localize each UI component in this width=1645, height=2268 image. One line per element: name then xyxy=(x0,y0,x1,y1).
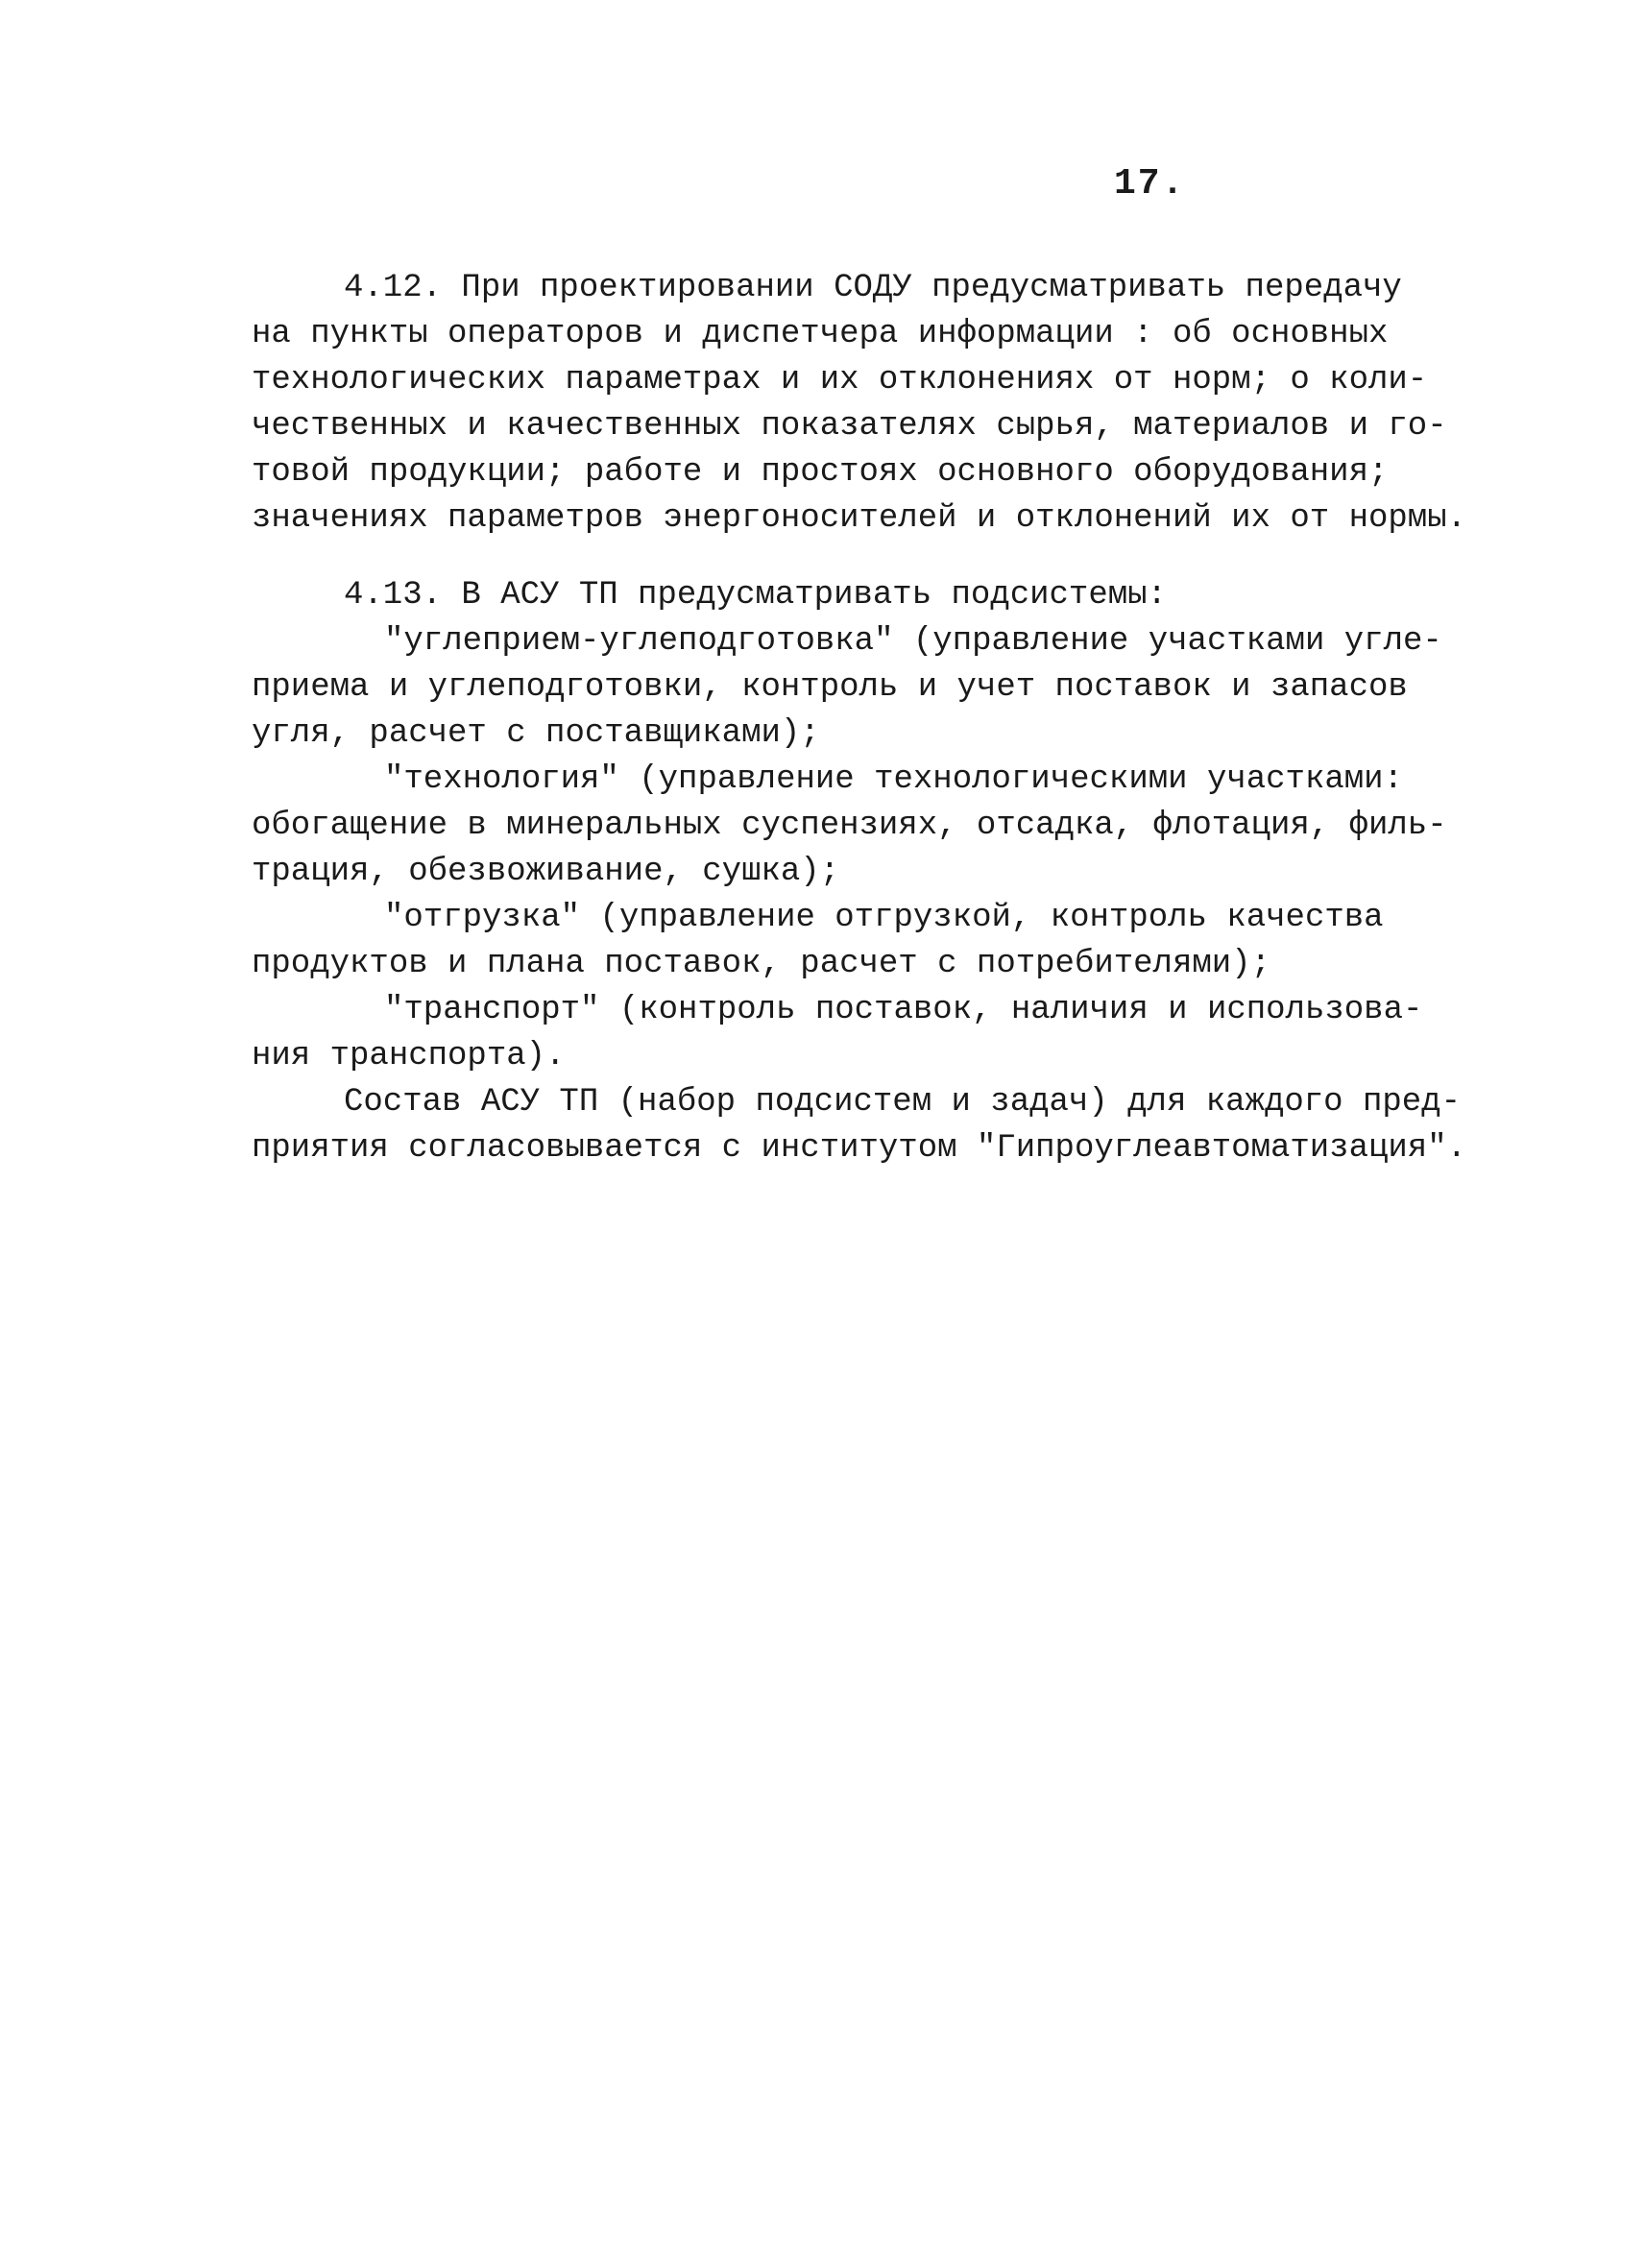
paragraph-4-13-line-12: Состав АСУ ТП (набор подсистем и задач) для каждого пред- xyxy=(344,1084,1461,1121)
paragraph-4-12-line-6: значениях параметров энергоносителей и отклонений их от нормы. xyxy=(252,500,1467,537)
paragraph-4-13-line-6: обогащение в минеральных суспензиях, отсадка, флотация, филь- xyxy=(252,808,1447,844)
paragraph-4-12-line-3: технологических параметрах и их отклонениях от норм; о коли- xyxy=(252,362,1428,398)
paragraph-4-13-line-13: приятия согласовывается с институтом "Гипроуглеавтоматизация". xyxy=(252,1130,1467,1167)
paragraph-4-13-line-7: трация, обезвоживание, сушка); xyxy=(252,854,840,890)
paragraph-4-13-line-9: продуктов и плана поставок, расчет с потребителями); xyxy=(252,946,1270,982)
paragraph-4-13-line-4: угля, расчет с поставщиками); xyxy=(252,715,820,752)
paragraph-4-12-line-4: чественных и качественных показателях сырья, материалов и го- xyxy=(252,408,1447,445)
paragraph-4-13-line-5: "технология" (управление технологическими участками: xyxy=(384,761,1403,798)
paragraph-4-13-line-10: "транспорт" (контроль поставок, наличия и использова- xyxy=(384,992,1423,1028)
paragraph-4-13-line-8: "отгрузка" (управление отгрузкой, контроль качества xyxy=(384,900,1384,936)
paragraph-4-12-line-2: на пункты операторов и диспетчера информации : об основных xyxy=(252,316,1389,352)
paragraph-4-13-line-2: "углеприем-углеподготовка" (управление участками угле- xyxy=(384,623,1442,660)
paragraph-4-12-line-5: товой продукции; работе и простоях основного оборудования; xyxy=(252,454,1389,491)
page-number: 17. xyxy=(1114,163,1186,205)
paragraph-4-12-line-1: 4.12. При проектировании СОДУ предусматривать передачу xyxy=(344,270,1402,306)
paragraph-4-13-line-3: приема и углеподготовки, контроль и учет поставок и запасов xyxy=(252,669,1408,706)
paragraph-4-13-line-11: ния транспорта). xyxy=(252,1038,566,1074)
paragraph-4-13-line-1: 4.13. В АСУ ТП предусматривать подсистемы: xyxy=(344,577,1167,614)
